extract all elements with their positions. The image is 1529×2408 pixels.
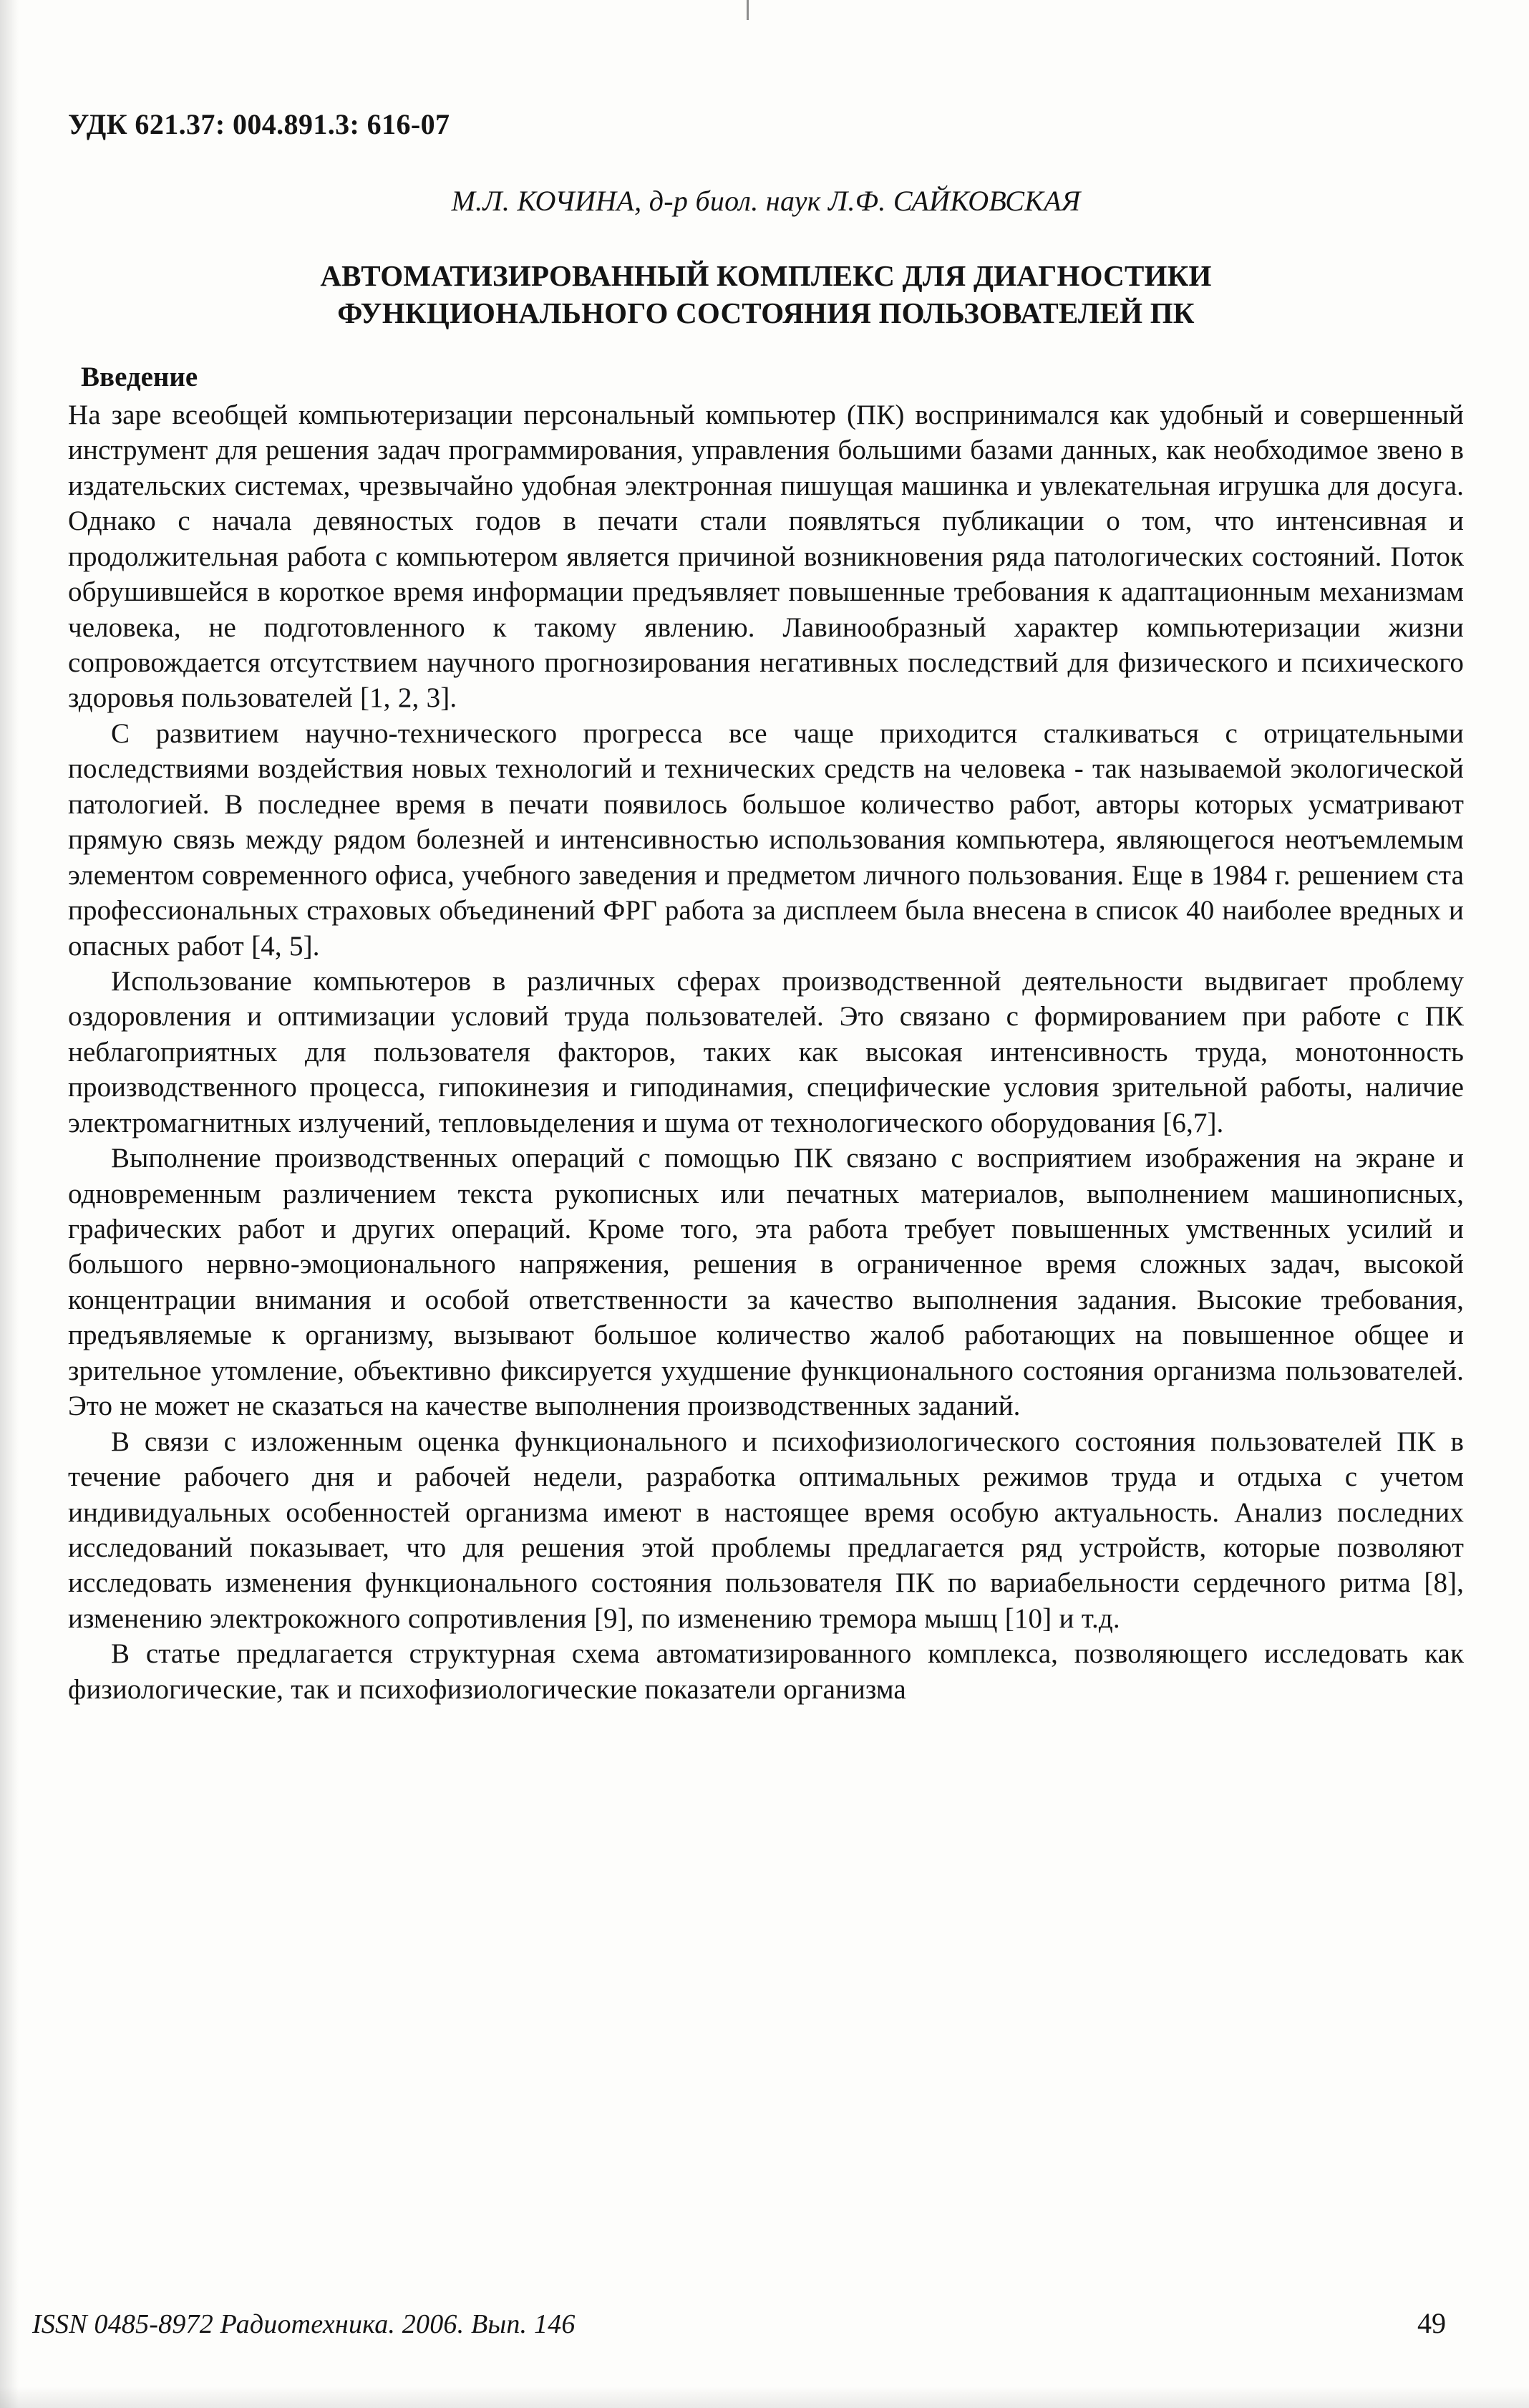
paragraph: На заре всеобщей компьютеризации персональный компьютер (ПК) воспринимался как удобный и совершенный инструмент для решения задач программирования, управления большими базами данных, как необходимое звено в издательских системах, чрезвычайно удобная электронная пишущая машинка и увлекательная игрушка для досуга. Однако с начала девяностых годов в печати стали появляться публикации о том, что интенсивная и продолжительная работа с компьютером является причиной возникновения ряда патологических состояний. Поток обрушившейся в короткое время информации предъявляет повышенные требования к адаптационным механизмам человека, не подготовленного к такому явлению. Лавинообразный характер компьютеризации жизни сопровождается отсутствием научного прогнозирования негативных последствий для физического и психического здоровья пользователей [1, 2, 3]. [68,399,1464,714]
paragraph: Выполнение производственных операций с помощью ПК связано с восприятием изображения на экране и одновременным различением текста рукописных или печатных материалов, выполнением машинописных, графических работ и других операций. Кроме того, эта работа требует повышенных умственных усилий и большого нервно-эмоционального напряжения, решения в ограниченное время сложных задач, высокой концентрации внимания и особой ответственности за качество выполнения задания. Высокие требования, предъявляемые к организму, вызывают большое количество жалоб работающих на повышенное общее и зрительное утомление, объективно фиксируется ухудшение функционального состояния организма пользователей. Это не может не сказаться на качестве выполнения производственных заданий. [68,1143,1464,1422]
scan-artifact-tick [747,0,749,20]
title-line-1: АВТОМАТИЗИРОВАННЫЙ КОМПЛЕКС ДЛЯ ДИАГНОСТИКИ [320,259,1212,292]
paragraph: Использование компьютеров в различных сферах производственной деятельности выдвигает проблему оздоровления и оптимизации условий труда пользователей. Это связано с формированием при работе с ПК неблагоприятных для пользователя факторов, таких как высокая интенсивность труда, монотонность производственного процесса, гипокинезия и гиподинамия, специфические условия зрительной работы, наличие электромагнитных излучений, тепловыделения и шума от технологического оборудования [6,7]. [68,965,1464,1138]
paragraph: С развитием научно-технического прогресса все чаще приходится сталкиваться с отрицательными последствиями воздействия новых технологий и технических средств на человека - так называемой экологической патологией. В последнее время в печати появилось большое количество работ, авторы которых усматривают прямую связь между рядом болезней и интенсивностью использования компьютера, являющегося неотъемлемым элементом современного офиса, учебного заведения и предметом личного пользования. Еще в 1984 г. решением ста профессиональных страховых объединений ФРГ работа за дисплеем была внесена в список 40 наиболее вредных и опасных работ [4, 5]. [68,717,1464,962]
section-heading-introduction: Введение [81,361,198,392]
article-body [68,107,1464,1707]
page-footer [21,2306,1482,2340]
page-number: 49 [1417,2307,1446,2339]
udk-code: УДК 621.37: 004.891.3: 616-07 [68,108,450,140]
scan-edge-shadow-left [0,0,19,2408]
journal-citation: ISSN 0485-8972 Радиотехника. 2006. Вып. 146 [32,2309,576,2339]
scan-edge-shadow-bottom [0,2387,1529,2408]
paragraph: В статье предлагается структурная схема автоматизированного комплекса, позволяющего исследовать как физиологические, так и психофизиологические показатели организма [68,1638,1464,1705]
title-line-2: ФУНКЦИОНАЛЬНОГО СОСТОЯНИЯ ПОЛЬЗОВАТЕЛЕЙ ПК [337,296,1195,330]
page-title [68,257,1464,332]
author-line: М.Л. КОЧИНА, д-р биол. наук Л.Ф. САЙКОВСКАЯ [451,185,1081,217]
paragraph: В связи с изложенным оценка функционального и психофизиологического состояния пользователей ПК в течение рабочего дня и рабочей недели, разработка оптимальных режимов труда и отдыха с учетом индивидуальных особенностей организма имеют в настоящее время особую актуальность. Анализ последних исследований показывает, что для решения этой проблемы предлагается ряд устройств, которые позволяют исследовать изменения функционального состояния пользователя ПК по вариабельности сердечного ритма [8], изменению электрокожного сопротивления [9], по изменению тремора мышц [10] и т.д. [68,1426,1464,1634]
